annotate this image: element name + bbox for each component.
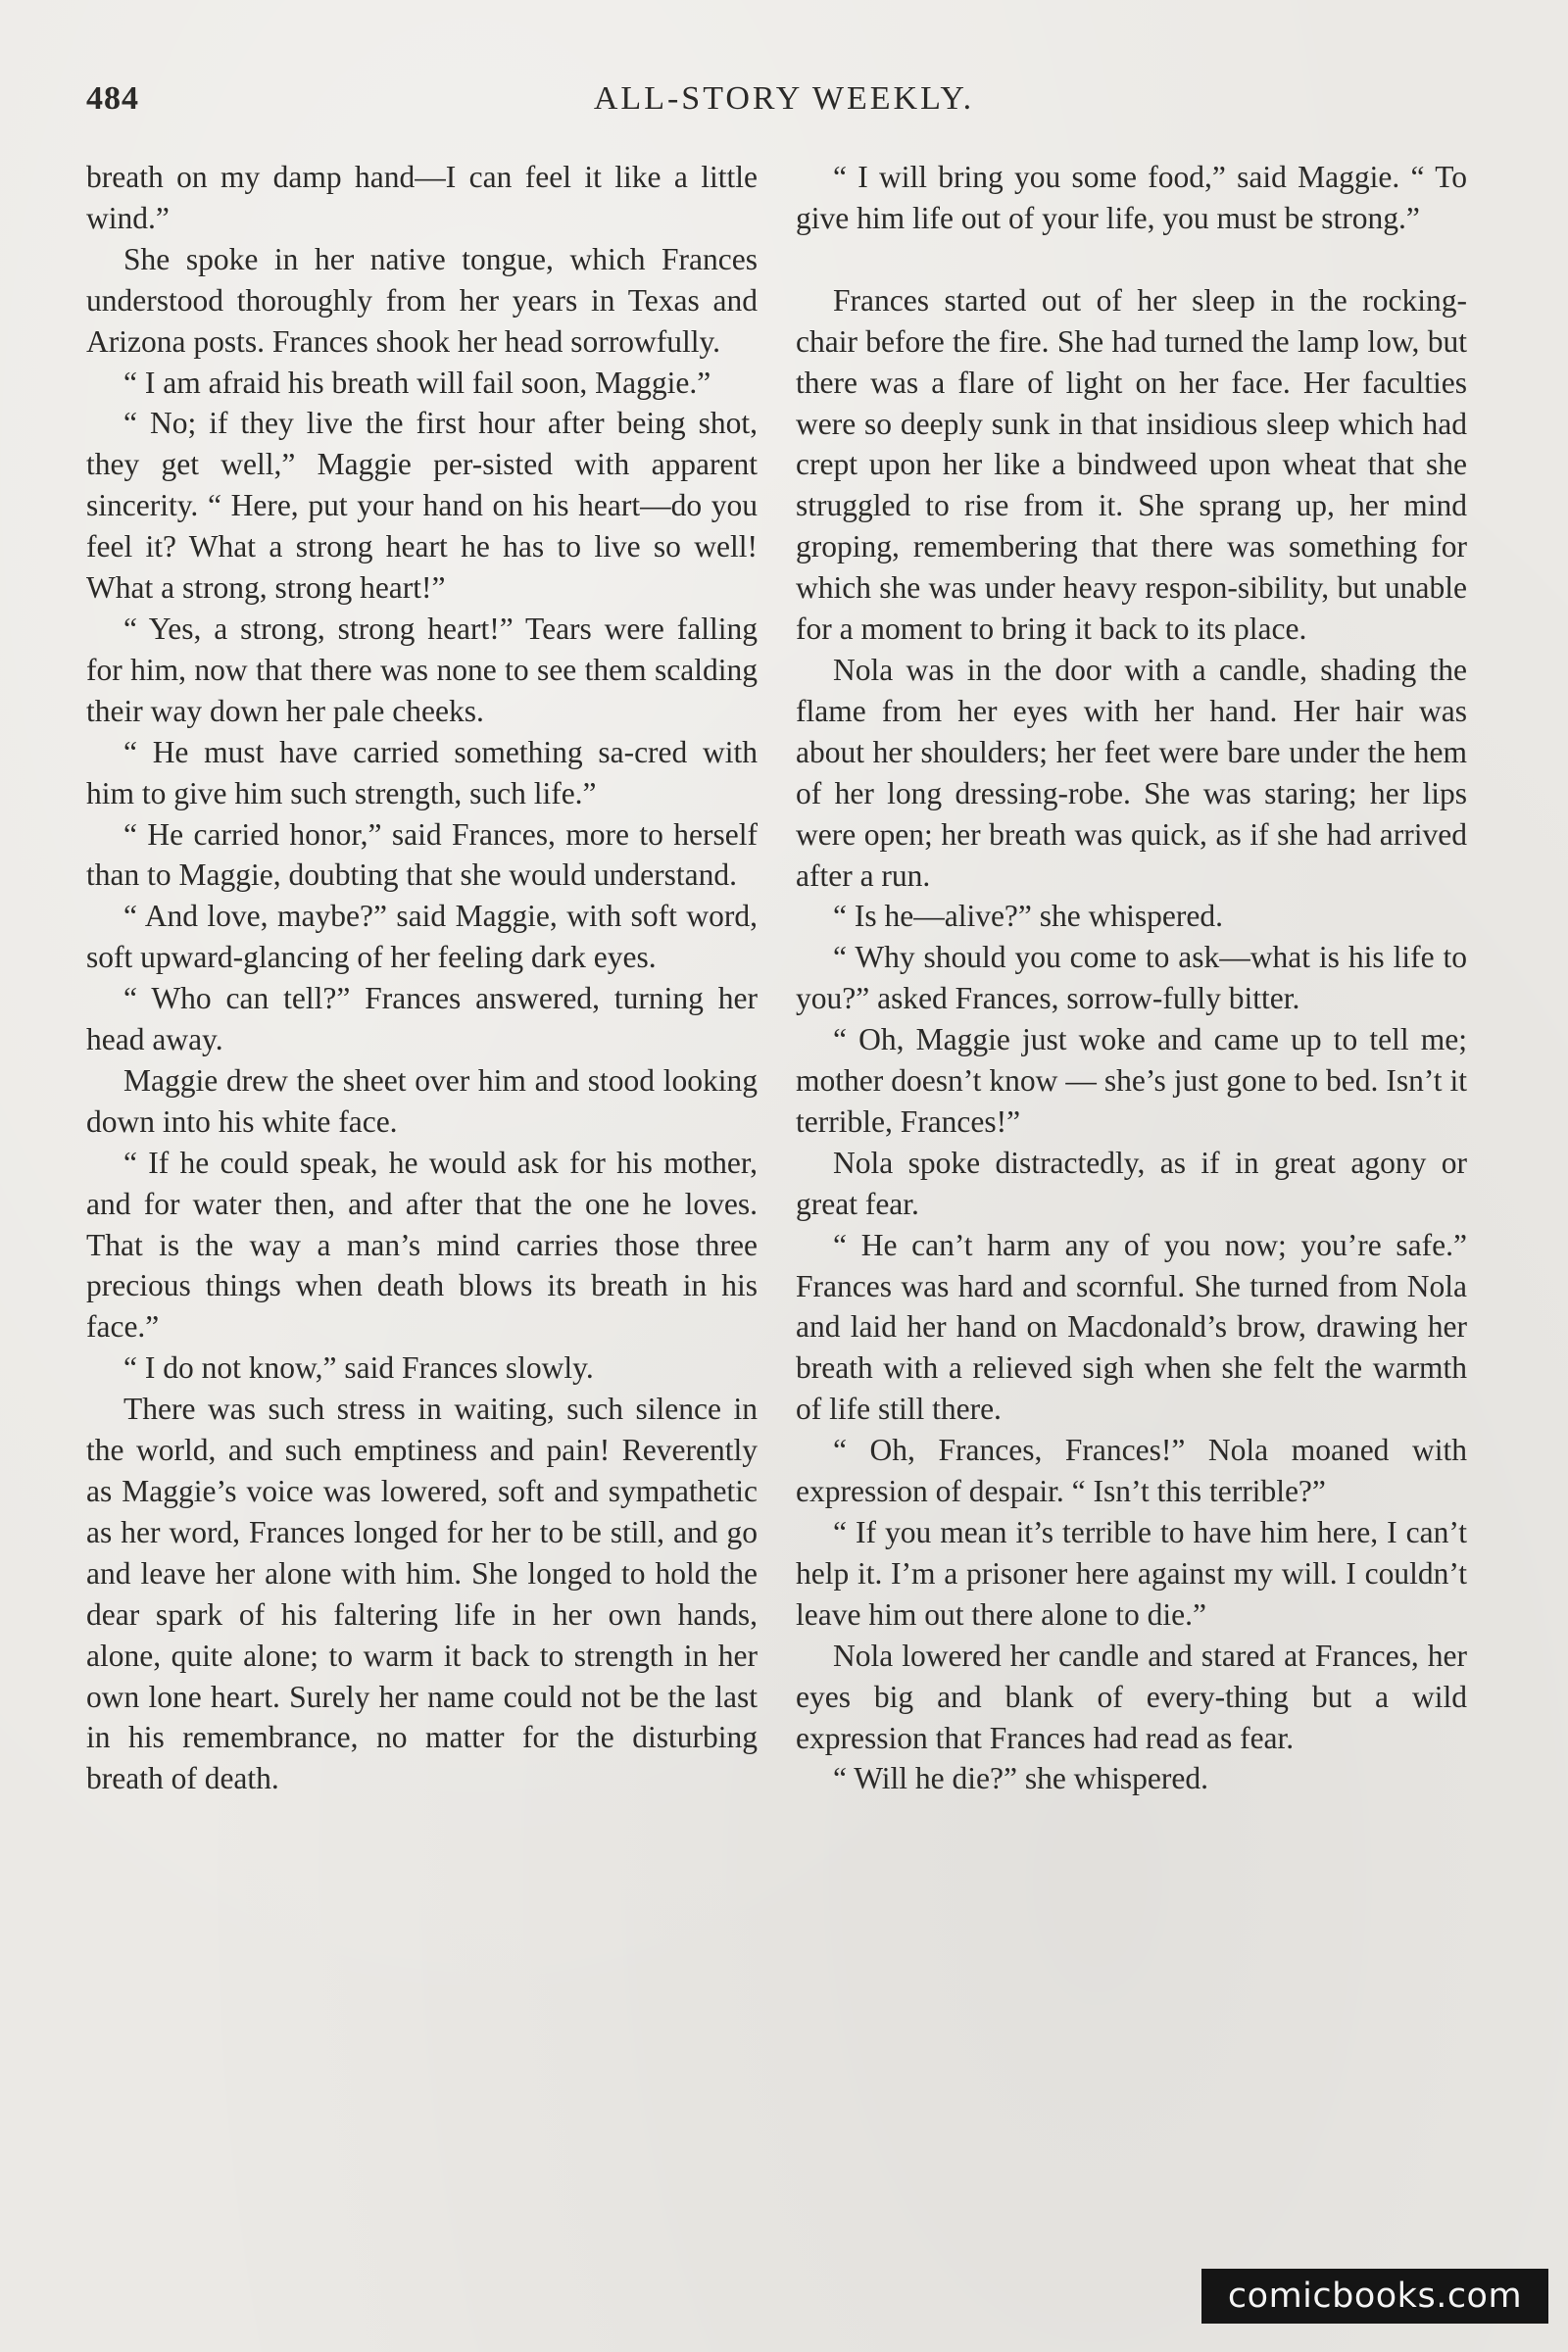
paragraph: “ Why should you come to ask—what is his life to you?” asked Frances, sorrow-fully bitter. (796, 940, 1467, 1016)
paragraph: “ He must have carried something sa-cred with him to give him such strength, such life.” (86, 734, 758, 810)
watermark: comicbooks.com (1201, 2269, 1548, 2324)
paragraph: “ He can’t harm any of you now; you’re safe.” Frances was hard and scornful. She turned from Nola and laid her hand on Macdonald’s brow, drawing her breath with a relieved sigh when she felt the warmth of life still there. (796, 1227, 1467, 1427)
paragraph: Nola lowered her candle and stared at Frances, her eyes big and blank of every-thing but a wild expression that Frances had read as fear. (796, 1638, 1467, 1755)
paragraph: She spoke in her native tongue, which Frances understood thoroughly from her years in Texas and Arizona posts. Frances shook her head sorrowfully. (86, 241, 758, 359)
paragraph: “ Oh, Maggie just woke and came up to tell me; mother doesn’t know — she’s just gone to bed. Isn’t it terrible, Frances!” (796, 1022, 1467, 1139)
paragraph: “ Is he—alive?” she whispered. (833, 899, 1223, 934)
paragraph: Maggie drew the sheet over him and stood looking down into his white face. (86, 1062, 758, 1139)
paragraph: “ I will bring you some food,” said Maggie. “ To give him life out of your life, you must be strong.” (796, 160, 1467, 235)
page-number: 484 (86, 80, 139, 117)
page-header (86, 80, 1482, 129)
paragraph: “ Yes, a strong, strong heart!” Tears were falling for him, now that there was none to see them scalding their way down her pale cheeks. (86, 611, 758, 728)
paragraph: “ Oh, Frances, Frances!” Nola moaned with expression of despair. “ Isn’t this terrible?” (796, 1433, 1467, 1509)
paragraph: There was such stress in waiting, such silence in the world, and such emptiness and pain! Reverently as Maggie’s voice was lowered, soft and sympathetic as her word, Frances longed for her to be still, and go and leave her alone with him. She longed to hold the dear spark of his faltering life in her own hands, alone, quite alone; to warm it back to strength in her own lone heart. Surely her name could not be the last in his remembrance, no matter for the disturbing breath of death. (86, 1392, 758, 1796)
left-column (86, 157, 758, 1799)
paragraph: “ No; if they live the first hour after being shot, they get well,” Maggie per-sisted with apparent sincerity. “ Here, put your hand on his heart—do you feel it? What a strong heart he has to live so well! What a strong, strong heart!” (86, 406, 758, 606)
paragraph: “ If he could speak, he would ask for his mother, and for water then, and after that the one he loves. That is the way a man’s mind carries those three precious things when death blows its breath in his face.” (86, 1145, 758, 1345)
paragraph: “ I do not know,” said Frances slowly. (123, 1350, 594, 1386)
right-column (796, 157, 1467, 1799)
paragraph: “ And love, maybe?” said Maggie, with soft word, soft upward-glancing of her feeling dark eyes. (86, 899, 758, 975)
paragraph: Nola spoke distractedly, as if in great agony or great fear. (796, 1145, 1467, 1221)
paragraph: Nola was in the door with a candle, shading the flame from her eyes with her hand. Her hair was about her shoulders; her feet were bare under the hem of her long dressing-robe. She was staring; her lips were open; her breath was quick, as if she had arrived after a run. (796, 652, 1467, 893)
paragraph: breath on my damp hand—I can feel it like a little wind.” (86, 160, 758, 235)
paragraph: “ I am afraid his breath will fail soon, Maggie.” (123, 365, 711, 400)
running-head: ALL-STORY WEEKLY. (593, 80, 975, 117)
paragraph: “ Who can tell?” Frances answered, turning her head away. (86, 981, 758, 1057)
paragraph: “ If you mean it’s terrible to have him here, I can’t help it. I’m a prisoner here against my will. I couldn’t leave him out there alone to die.” (796, 1515, 1467, 1632)
paragraph: “ He carried honor,” said Frances, more to herself than to Maggie, doubting that she would understand. (86, 816, 758, 893)
paragraph: “ Will he die?” she whispered. (833, 1761, 1209, 1796)
paragraph: Frances started out of her sleep in the rocking-chair before the fire. She had turned the lamp low, but there was a flare of light on her face. Her faculties were so deeply sunk in that insidious sleep which had crept upon her like a bindweed upon wheat that she struggled to rise from it. She sprang up, her mind groping, remembering that there was something for which she was under heavy respon-sibility, but unable for a moment to bring it back to its place. (796, 282, 1467, 647)
